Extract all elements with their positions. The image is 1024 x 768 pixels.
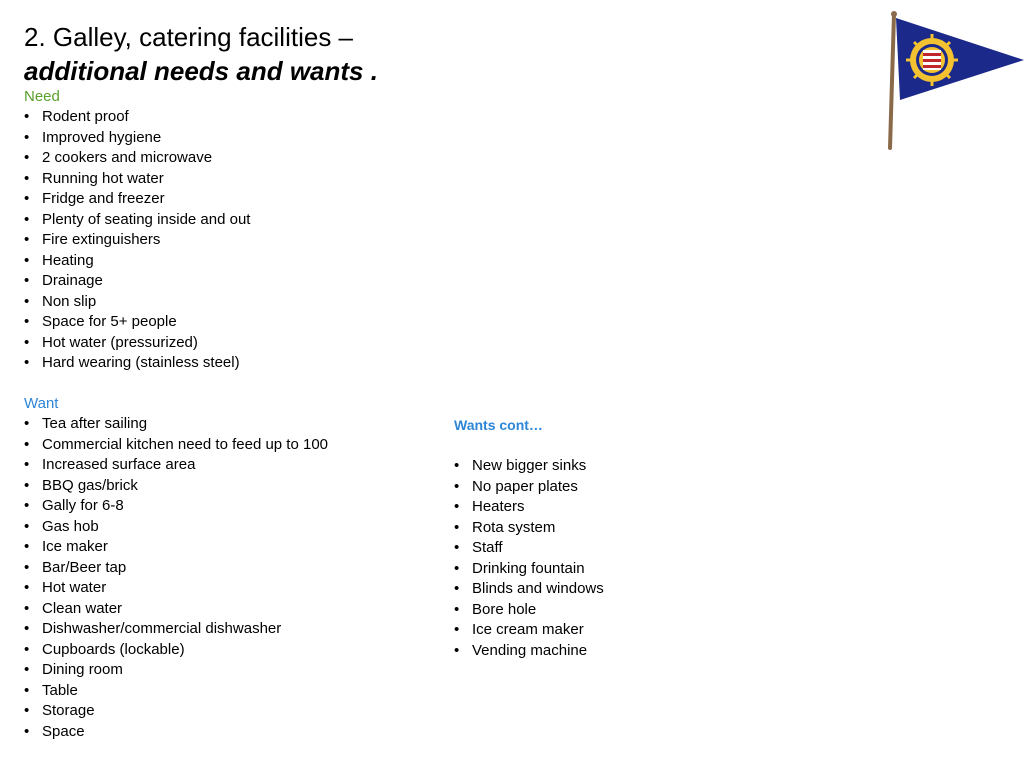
list-item-text: Staff <box>472 539 503 556</box>
bullet-point: • <box>454 621 460 638</box>
flag-emblem-stripe-3 <box>923 65 941 68</box>
need-list <box>24 107 250 374</box>
list-item-text: Vending machine <box>472 641 588 659</box>
bullet-point: • <box>24 292 30 310</box>
bullet-point: • <box>24 354 30 371</box>
list-item-text: Ice cream maker <box>472 621 584 638</box>
bullet-point: • <box>24 128 30 146</box>
list-item <box>24 107 250 128</box>
bullet-point: • <box>24 722 30 740</box>
list-item <box>24 435 328 456</box>
bullet-point: • <box>24 620 30 637</box>
list-item-text: Space for 5+ people <box>42 313 177 330</box>
list-item-text: Tea after sailing <box>42 415 148 432</box>
list-item <box>24 660 328 681</box>
slide-title: 2. Galley, catering facilities – <box>24 22 353 52</box>
bullet-point: • <box>454 518 460 536</box>
list-item-text: Plenty of seating inside and out <box>42 210 251 228</box>
list-item <box>24 619 328 640</box>
flag-emblem-stripe-2 <box>923 59 941 62</box>
list-item <box>24 701 328 722</box>
list-item <box>24 251 250 272</box>
list-item-text: Drinking fountain <box>472 559 585 577</box>
list-item-text: Running hot water <box>42 169 164 187</box>
flag-emblem-stripe-1 <box>923 53 941 56</box>
bullet-point: • <box>24 435 30 453</box>
list-item <box>24 189 250 210</box>
bullet-point: • <box>24 108 30 125</box>
list-item-text: Increased surface area <box>42 456 196 473</box>
list-item <box>454 518 604 539</box>
bullet-point: • <box>24 190 30 207</box>
bullet-point: • <box>24 456 30 473</box>
list-item-text: Clean water <box>42 599 123 617</box>
list-item <box>24 578 328 599</box>
list-item <box>454 641 604 662</box>
list-item-text: Dishwasher/commercial dishwasher <box>42 620 282 637</box>
bullet-point: • <box>24 333 30 351</box>
bullet-point: • <box>24 517 30 535</box>
list-item-text: Hard wearing (stainless steel) <box>42 354 240 371</box>
list-item <box>24 558 328 579</box>
list-item-text: Commercial kitchen need to feed up to 100 <box>42 435 329 453</box>
bullet-point: • <box>24 558 30 576</box>
want-heading: Want <box>24 395 59 412</box>
list-item-text: Heating <box>42 251 94 269</box>
bullet-point: • <box>24 538 30 555</box>
bullet-point: • <box>24 169 30 187</box>
want-list <box>24 414 328 742</box>
list-item <box>24 476 328 497</box>
bullet-point: • <box>24 313 30 330</box>
wants-cont-list <box>454 456 604 661</box>
bullet-point: • <box>24 476 30 494</box>
list-item <box>24 455 328 476</box>
list-item-text: Cupboards (lockable) <box>42 640 185 658</box>
list-item <box>454 620 604 641</box>
list-item <box>24 537 328 558</box>
list-item <box>24 640 328 661</box>
list-item <box>24 210 250 231</box>
list-item-text: Gally for 6-8 <box>42 497 124 514</box>
list-item-text: Improved hygiene <box>42 128 162 146</box>
list-item <box>454 477 604 498</box>
bullet-point: • <box>24 681 30 699</box>
list-item-text: Storage <box>42 702 95 719</box>
list-item-text: Dining room <box>42 661 123 678</box>
list-item <box>24 414 328 435</box>
bullet-point: • <box>24 415 30 432</box>
bullet-point: • <box>24 251 30 269</box>
list-item-text: Drainage <box>42 272 103 289</box>
list-item <box>24 681 328 702</box>
list-item-text: Rota system <box>472 518 556 536</box>
list-item <box>24 722 328 743</box>
bullet-point: • <box>24 599 30 617</box>
bullet-point: • <box>24 640 30 658</box>
bullet-point: • <box>24 231 30 248</box>
list-item-text: Hot water <box>42 579 107 596</box>
list-item <box>24 333 250 354</box>
list-item <box>24 599 328 620</box>
bullet-point: • <box>24 149 30 166</box>
list-item-text: Bar/Beer tap <box>42 558 127 576</box>
list-item <box>454 538 604 559</box>
list-item-text: BBQ gas/brick <box>42 476 138 494</box>
list-item <box>24 169 250 190</box>
bullet-point: • <box>454 641 460 659</box>
wants-cont-heading: Wants cont… <box>454 417 543 433</box>
bullet-point: • <box>24 210 30 228</box>
list-item-text: Fire extinguishers <box>42 231 161 248</box>
flag-pole-top <box>891 11 897 17</box>
list-item <box>454 559 604 580</box>
list-item-text: Space <box>42 722 85 740</box>
list-item-text: Rodent proof <box>42 108 129 125</box>
club-burgee-flag-icon <box>880 8 1024 153</box>
list-item-text: Fridge and freezer <box>42 190 165 207</box>
list-item-text: Blinds and windows <box>472 580 604 597</box>
bullet-point: • <box>454 457 460 474</box>
list-item <box>24 496 328 517</box>
list-item <box>24 128 250 149</box>
list-item <box>24 353 250 374</box>
bullet-point: • <box>454 600 460 618</box>
list-item-text: Table <box>42 681 78 699</box>
bullet-point: • <box>24 272 30 289</box>
need-heading: Need <box>24 88 60 105</box>
list-item-text: Gas hob <box>42 517 99 535</box>
list-item-text: New bigger sinks <box>472 457 587 474</box>
list-item-text: Ice maker <box>42 538 108 555</box>
list-item <box>454 600 604 621</box>
slide-subtitle: additional needs and wants . <box>24 56 378 86</box>
list-item-text: Heaters <box>472 498 525 515</box>
list-item <box>24 312 250 333</box>
list-item <box>454 456 604 477</box>
list-item-text: 2 cookers and microwave <box>42 149 213 166</box>
bullet-point: • <box>24 661 30 678</box>
list-item-text: Non slip <box>42 292 97 310</box>
list-item <box>454 579 604 600</box>
list-item <box>24 148 250 169</box>
bullet-point: • <box>24 702 30 719</box>
list-item <box>24 517 328 538</box>
list-item-text: Hot water (pressurized) <box>42 333 198 351</box>
list-item-text: No paper plates <box>472 477 578 495</box>
bullet-point: • <box>24 579 30 596</box>
list-item <box>24 230 250 251</box>
list-item <box>454 497 604 518</box>
bullet-point: • <box>454 559 460 577</box>
bullet-point: • <box>24 497 30 514</box>
bullet-point: • <box>454 477 460 495</box>
list-item-text: Bore hole <box>472 600 537 618</box>
bullet-point: • <box>454 580 460 597</box>
bullet-point: • <box>454 539 460 556</box>
list-item <box>24 271 250 292</box>
list-item <box>24 292 250 313</box>
flag-pole <box>890 14 894 148</box>
bullet-point: • <box>454 498 460 515</box>
